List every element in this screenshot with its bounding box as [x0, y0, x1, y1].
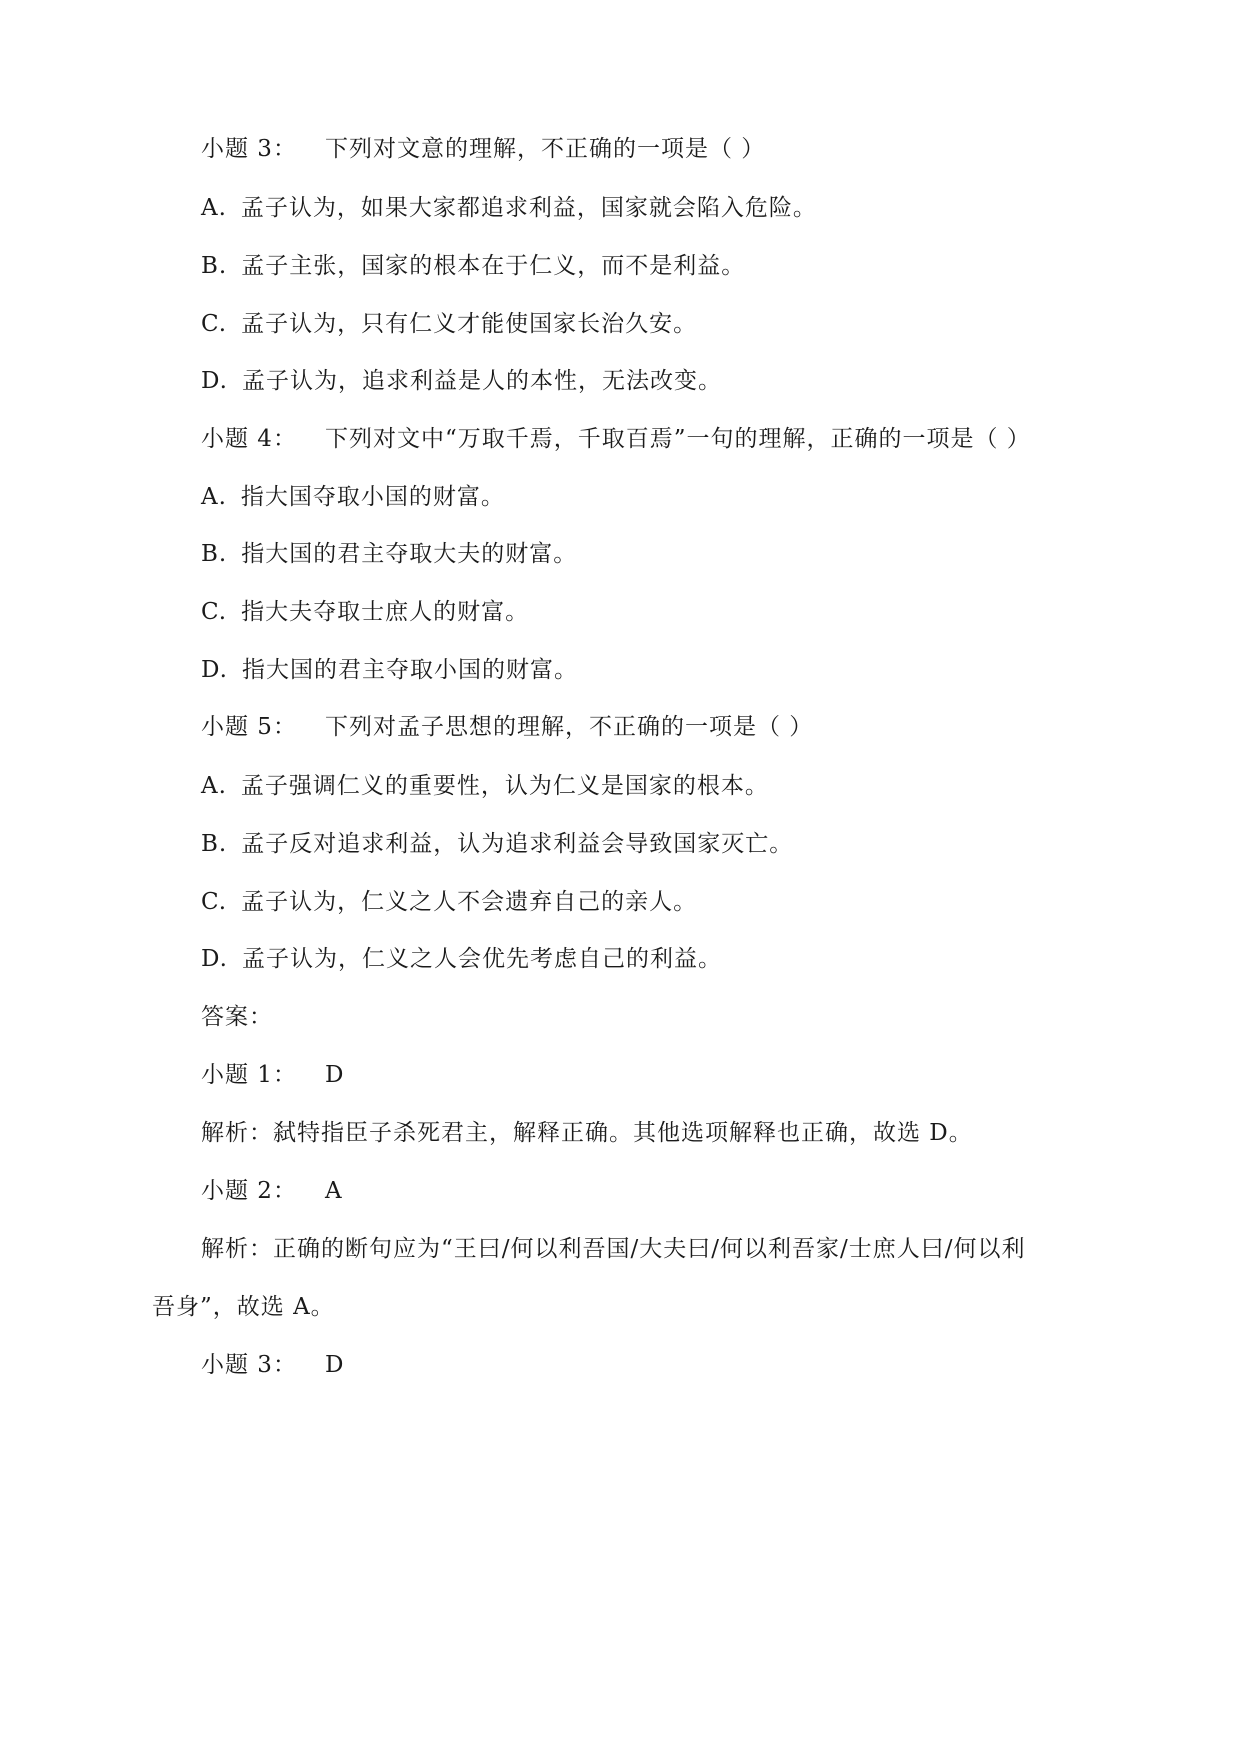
question-text: 下列对孟子思想的理解，不正确的一项是（ ） [324, 714, 814, 740]
option-letter: B. [201, 253, 228, 279]
question-5-option-c [201, 887, 697, 917]
option-letter: D. [201, 657, 228, 683]
option-letter: C. [201, 311, 228, 337]
option-text: 孟子主张，国家的根本在于仁义，而不是利益。 [241, 253, 746, 279]
option-text: 孟子认为，仁义之人不会遗弃自己的亲人。 [241, 889, 698, 915]
question-4-option-a [201, 482, 505, 512]
option-letter: D. [201, 368, 228, 394]
option-letter: D. [201, 946, 228, 972]
answer-value: D [324, 1062, 345, 1088]
option-letter: A. [201, 484, 227, 510]
question-3-option-a [201, 193, 817, 223]
option-letter: A. [201, 773, 227, 799]
option-text: 指大国的君主夺取大夫的财富。 [241, 541, 578, 567]
answer-value: D [324, 1352, 345, 1378]
answer-2 [201, 1176, 343, 1206]
answer-label: 小题 2： [201, 1178, 297, 1204]
option-text: 指大国的君主夺取小国的财富。 [241, 657, 578, 683]
option-text: 指大国夺取小国的财富。 [240, 484, 505, 510]
answer-label: 小题 1： [201, 1062, 297, 1088]
answers-heading: 答案： [201, 1004, 273, 1030]
answer-1-analysis: 解析：弑特指臣子杀死君主，解释正确。其他选项解释也正确，故选 D。 [201, 1120, 973, 1146]
question-4-option-b [201, 539, 577, 569]
option-text: 指大夫夺取士庶人的财富。 [241, 599, 530, 625]
option-letter: C. [201, 889, 228, 915]
question-5-option-b [201, 829, 793, 859]
question-label: 小题 3： [201, 136, 297, 162]
question-label: 小题 4： [201, 426, 297, 452]
question-label: 小题 5： [201, 714, 297, 740]
option-text: 孟子认为，如果大家都追求利益，国家就会陷入危险。 [240, 195, 817, 221]
question-5-option-d [201, 944, 722, 974]
question-4-option-d [201, 655, 578, 685]
question-3-option-c [201, 309, 697, 339]
option-text: 孟子认为，只有仁义才能使国家长治久安。 [241, 311, 698, 337]
question-4-option-c [201, 597, 529, 627]
option-text: 孟子强调仁义的重要性，认为仁义是国家的根本。 [240, 773, 769, 799]
answer-1 [201, 1060, 344, 1090]
option-text: 孟子认为，仁义之人会优先考虑自己的利益。 [241, 946, 722, 972]
option-letter: B. [201, 541, 228, 567]
question-text: 下列对文中“万取千焉，千取百焉”一句的理解，正确的一项是（ ） [324, 426, 1031, 452]
answer-label: 小题 3： [201, 1352, 297, 1378]
question-3-option-d [201, 366, 722, 396]
question-text: 下列对文意的理解，不正确的一项是（ ） [324, 136, 766, 162]
question-3-option-b [201, 251, 745, 281]
option-text: 孟子反对追求利益，认为追求利益会导致国家灭亡。 [241, 831, 794, 857]
question-3-stem [201, 134, 765, 164]
question-5-option-a [201, 771, 769, 801]
question-4-stem [201, 424, 1031, 454]
answer-2-analysis-line-1: 解析：正确的断句应为“王曰/何以利吾国/大夫曰/何以利吾家/士庶人曰/何以利 [201, 1236, 1026, 1262]
answer-2-analysis-line-2: 吾身”，故选 A。 [152, 1294, 335, 1320]
question-5-stem [201, 712, 813, 742]
option-letter: B. [201, 831, 228, 857]
answer-value: A [324, 1178, 343, 1204]
option-letter: A. [201, 195, 227, 221]
option-letter: C. [201, 599, 228, 625]
option-text: 孟子认为，追求利益是人的本性，无法改变。 [241, 368, 722, 394]
answer-3 [201, 1350, 344, 1380]
